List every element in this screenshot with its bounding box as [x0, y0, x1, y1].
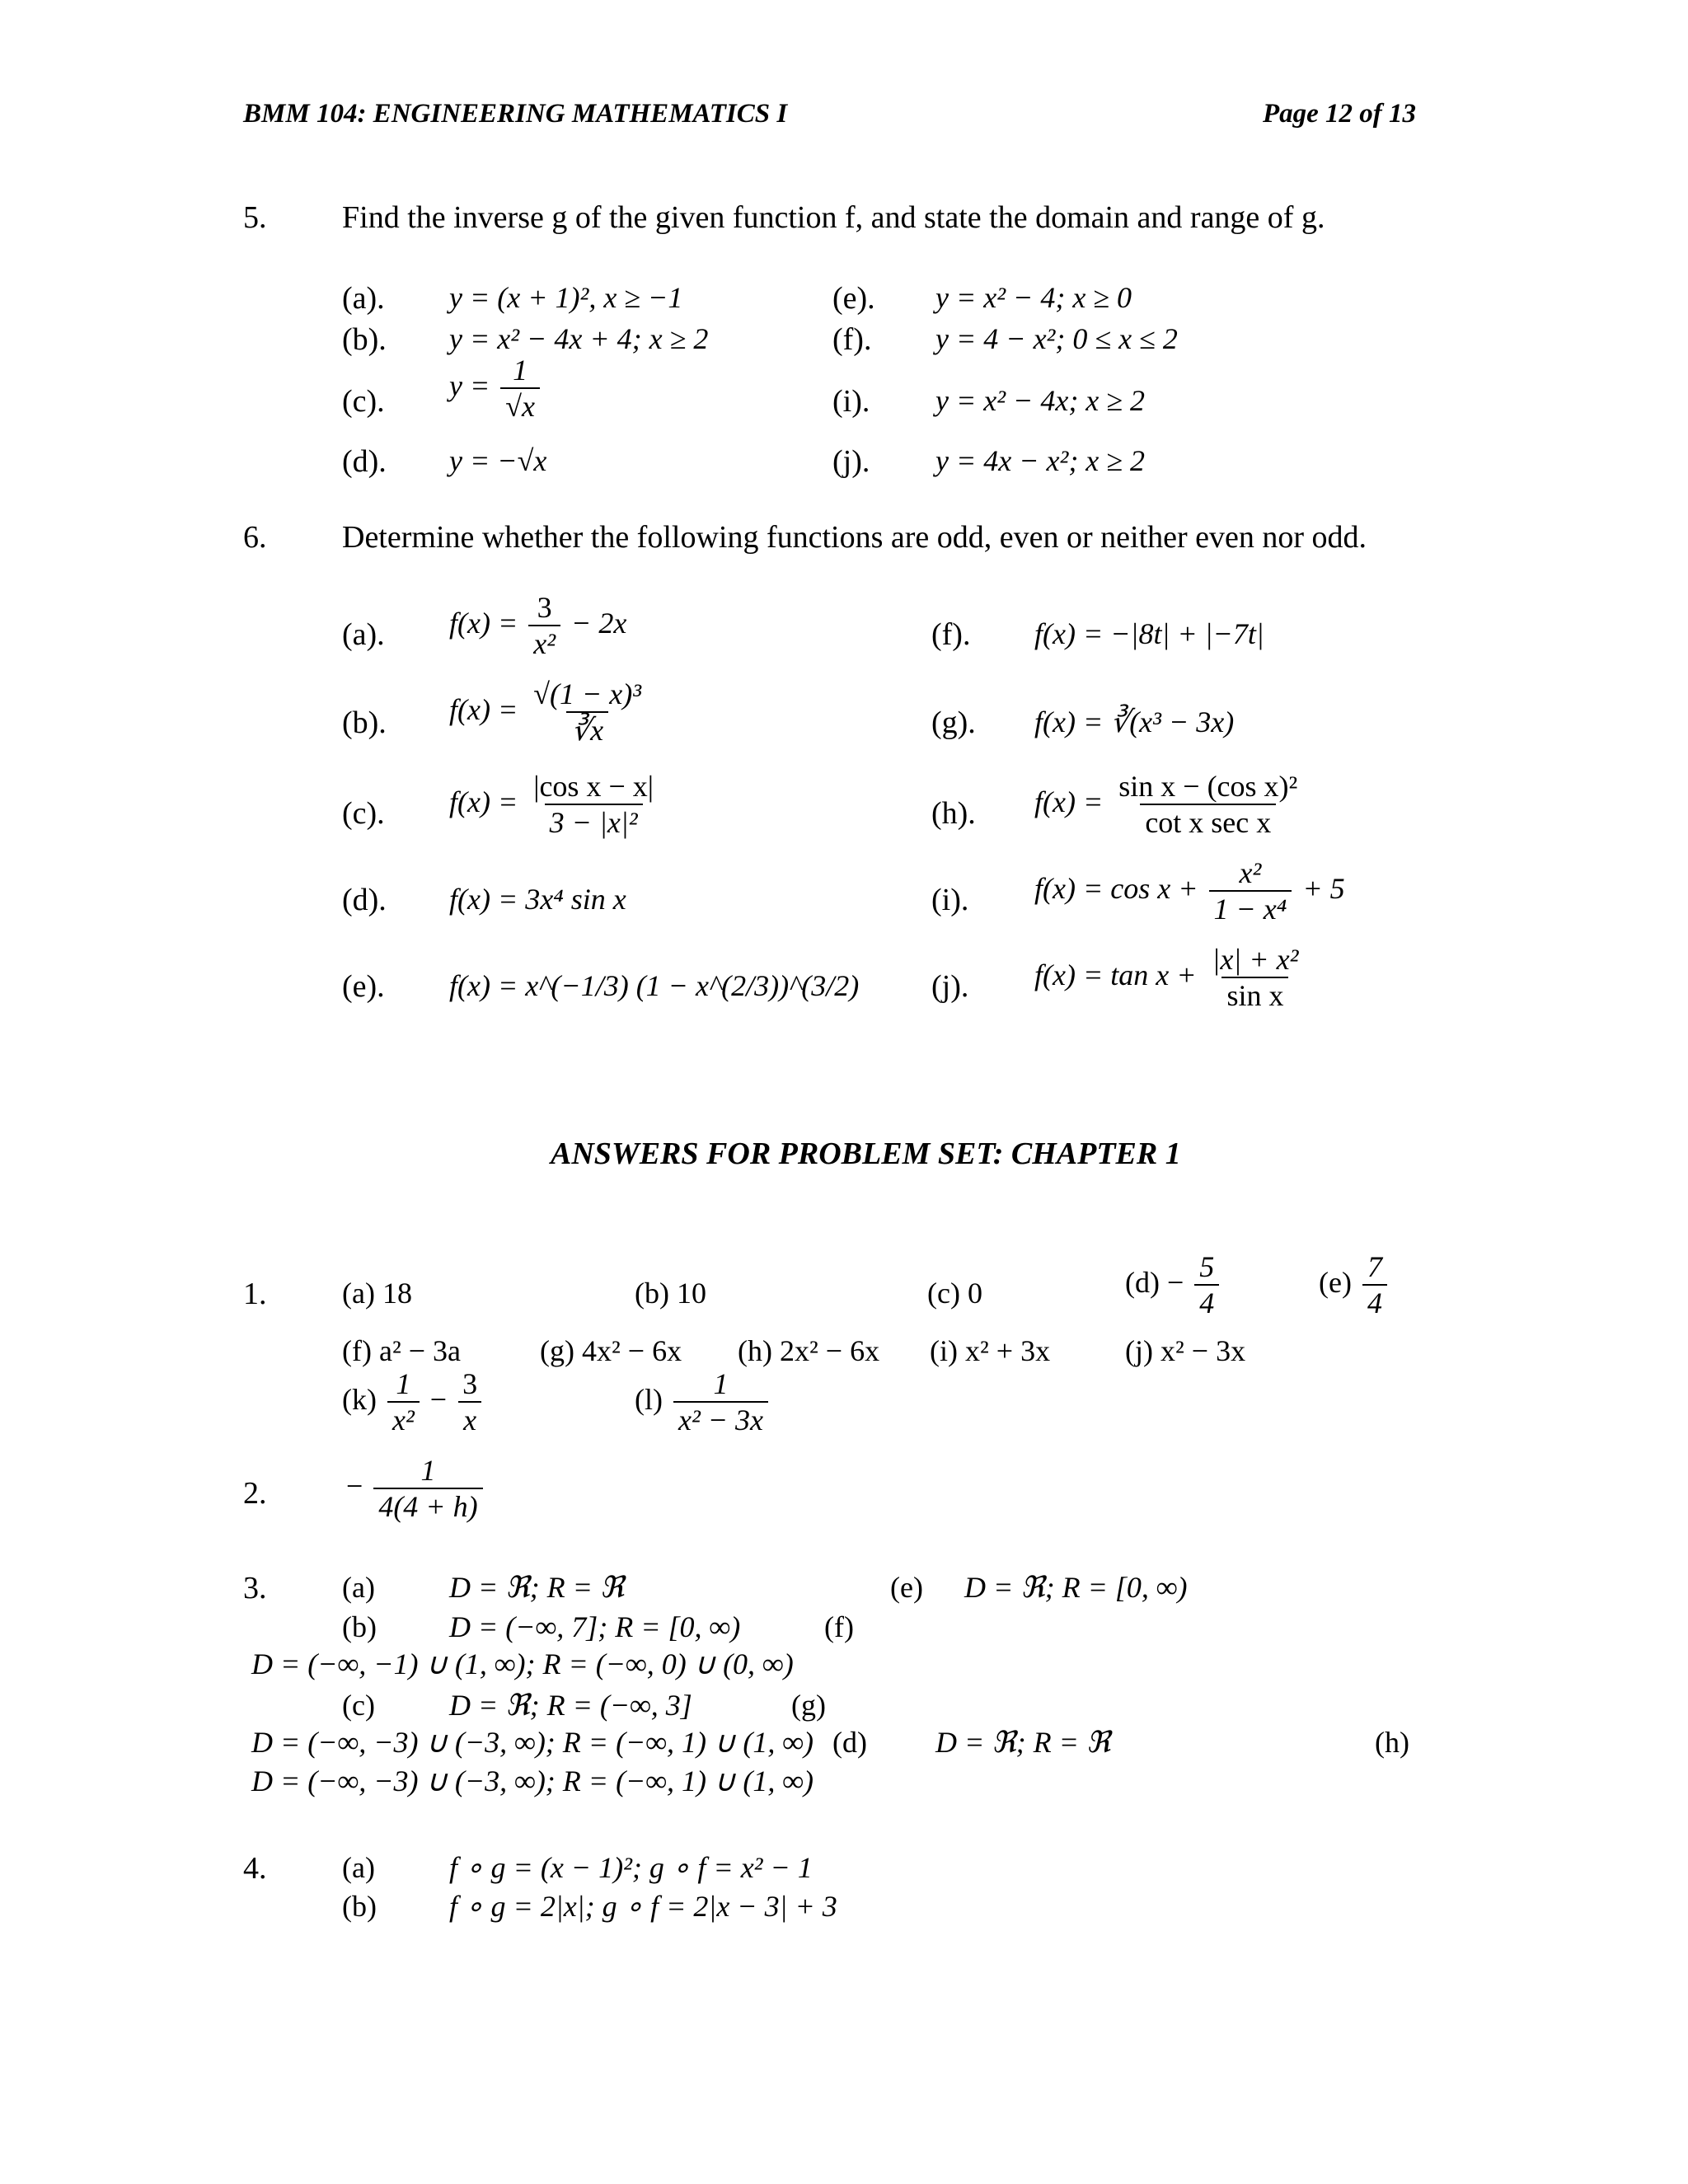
q6-label-h: (h). — [931, 796, 976, 831]
a3-expr-a: D = ℜ; R = ℜ — [449, 1571, 625, 1604]
answers-title: ANSWERS FOR PROBLEM SET: CHAPTER 1 — [551, 1137, 1181, 1171]
q6-expr-d: f(x) = 3x⁴ sin x — [449, 883, 626, 916]
q5-expr-e: y = x² − 4; x ≥ 0 — [935, 281, 1132, 314]
a1-k-fraction-2 — [457, 1368, 482, 1436]
q6-label-e: (e). — [342, 969, 385, 1004]
q5-label-b: (b). — [342, 322, 387, 357]
a2-sign: − — [346, 1469, 363, 1502]
a3-label-e: (e) — [890, 1571, 923, 1604]
a4-label-b: (b) — [342, 1890, 377, 1923]
a3-label-f: (f) — [824, 1610, 854, 1643]
q5-label-e: (e). — [832, 281, 875, 316]
a1-l-denominator: x² − 3x — [673, 1401, 768, 1437]
q6-i-numerator: x² — [1239, 856, 1262, 889]
a1-k-label: (k) — [342, 1382, 377, 1416]
q6-a-tail: − 2x — [571, 606, 627, 640]
q5-expr-a: y = (x + 1)², x ≥ −1 — [449, 281, 683, 314]
a2-numerator: 1 — [420, 1454, 436, 1487]
a1-k-numerator-1: 1 — [396, 1367, 411, 1400]
q6-expr-b — [449, 678, 649, 747]
q6-label-b: (b). — [342, 705, 387, 740]
a3-expr-d: D = ℜ; R = ℜ — [935, 1726, 1111, 1759]
q5-label-c: (c). — [342, 384, 385, 419]
q6-a-denominator: x² — [528, 625, 560, 661]
a1-d-fraction — [1194, 1251, 1219, 1319]
a1-part-c: (c) 0 — [927, 1277, 982, 1310]
page-number: Page 12 of 13 — [1262, 99, 1416, 129]
question-5-number: 5. — [243, 200, 267, 235]
a1-part-g: (g) 4x² − 6x — [540, 1334, 682, 1367]
q5-label-i: (i). — [832, 384, 870, 419]
a1-l-fraction — [673, 1368, 768, 1436]
q6-h-denominator: cot x sec x — [1140, 804, 1276, 840]
a3-expr-f: D = (−∞, −1) ∪ (1, ∞); R = (−∞, 0) ∪ (0, ∞) — [251, 1647, 794, 1680]
a3-label-b: (b) — [342, 1610, 377, 1643]
q6-a-lhs: f(x) = — [449, 606, 518, 640]
q5-expr-b: y = x² − 4x + 4; x ≥ 2 — [449, 322, 709, 355]
a1-d-numerator: 5 — [1199, 1250, 1215, 1283]
q6-label-a: (a). — [342, 617, 385, 652]
question-6-number: 6. — [243, 520, 267, 555]
q5-c-denominator: √x — [500, 387, 540, 424]
a1-part-d — [1125, 1251, 1222, 1319]
a1-e-denominator: 4 — [1362, 1284, 1387, 1320]
a1-l-label: (l) — [635, 1382, 663, 1416]
q6-label-c: (c). — [342, 796, 385, 831]
q6-i-lhs: f(x) = cos x + — [1034, 871, 1198, 905]
a3-expr-e: D = ℜ; R = [0, ∞) — [964, 1571, 1188, 1604]
a3-label-h: (h) — [1375, 1726, 1409, 1759]
q5-label-d: (d). — [342, 444, 387, 479]
q6-expr-g: f(x) = ∛(x³ − 3x) — [1034, 705, 1235, 738]
a1-d-sign: − — [1166, 1265, 1184, 1299]
q5-expr-d: y = −√x — [449, 444, 547, 477]
a3-expr-c: D = ℜ; R = (−∞, 3] — [449, 1689, 692, 1722]
q5-expr-c — [449, 354, 543, 423]
q6-expr-h — [1034, 771, 1306, 839]
a1-part-k — [342, 1368, 485, 1436]
a1-k-denominator-1: x² — [387, 1401, 420, 1437]
q6-label-f: (f). — [931, 617, 971, 652]
q5-expr-i: y = x² − 4x; x ≥ 2 — [935, 384, 1146, 417]
a1-k-denominator-2: x — [458, 1401, 481, 1437]
q6-i-fraction — [1209, 857, 1292, 926]
a2-fraction — [373, 1455, 482, 1523]
a3-label-g: (g) — [791, 1689, 826, 1722]
a1-part-b: (b) 10 — [635, 1277, 706, 1310]
q6-j-fraction — [1207, 944, 1304, 1012]
a1-d-denominator: 4 — [1194, 1284, 1219, 1320]
a1-k-fraction-1 — [387, 1368, 420, 1436]
question-6-prompt: Determine whether the following functions are odd, even or neither even nor odd. — [342, 520, 1367, 555]
q6-j-numerator: |x| + x² — [1212, 943, 1299, 976]
a2-denominator: 4(4 + h) — [373, 1488, 482, 1524]
a3-expr-g: D = (−∞, −3) ∪ (−3, ∞); R = (−∞, 1) ∪ (1, ∞) — [251, 1726, 814, 1759]
a1-part-e — [1319, 1251, 1390, 1319]
a3-expr-h: D = (−∞, −3) ∪ (−3, ∞); R = (−∞, 1) ∪ (1, ∞) — [251, 1765, 814, 1797]
answer-3-number: 3. — [243, 1571, 267, 1605]
q6-expr-a — [449, 592, 626, 660]
q6-b-lhs: f(x) = — [449, 692, 518, 726]
q5-label-j: (j). — [832, 444, 870, 479]
q6-label-i: (i). — [931, 883, 969, 917]
a1-k-numerator-2: 3 — [462, 1367, 478, 1400]
a1-e-fraction — [1362, 1251, 1387, 1319]
a1-d-label: (d) — [1125, 1265, 1160, 1299]
a1-l-numerator: 1 — [713, 1367, 729, 1400]
a1-part-l — [635, 1368, 771, 1436]
a2-expr — [346, 1455, 486, 1523]
q6-c-fraction — [528, 771, 659, 839]
a1-part-f: (f) a² − 3a — [342, 1334, 462, 1367]
q6-j-denominator: sin x — [1221, 977, 1288, 1013]
a3-label-a: (a) — [342, 1571, 375, 1604]
q6-c-lhs: f(x) = — [449, 785, 518, 818]
a1-e-numerator: 7 — [1367, 1250, 1382, 1283]
question-5-prompt: Find the inverse g of the given function f, and state the domain and range of g. — [342, 200, 1325, 235]
q5-expr-j: y = 4x − x²; x ≥ 2 — [935, 444, 1146, 477]
a1-k-operator: − — [429, 1382, 448, 1416]
q6-h-numerator: sin x − (cos x)² — [1118, 770, 1298, 803]
q5-c-fraction — [500, 354, 540, 423]
q6-expr-f: f(x) = −|8t| + |−7t| — [1034, 617, 1264, 650]
q5-c-lhs: y = — [449, 368, 490, 402]
q5-label-a: (a). — [342, 281, 385, 316]
a3-expr-b: D = (−∞, 7]; R = [0, ∞) — [449, 1610, 741, 1643]
q6-expr-i — [1034, 857, 1345, 926]
answer-2-number: 2. — [243, 1476, 267, 1511]
q6-i-denominator: 1 − x⁴ — [1209, 890, 1292, 926]
answer-1-number: 1. — [243, 1277, 267, 1311]
q5-c-numerator: 1 — [513, 354, 528, 387]
q6-h-fraction — [1114, 771, 1302, 839]
q6-expr-j — [1034, 944, 1306, 1012]
q6-a-fraction — [528, 592, 560, 660]
q6-label-g: (g). — [931, 705, 976, 740]
q6-b-numerator: √(1 − x)³ — [533, 677, 642, 710]
a1-part-i: (i) x² + 3x — [930, 1334, 1051, 1367]
a4-expr-a: f ∘ g = (x − 1)²; g ∘ f = x² − 1 — [449, 1851, 813, 1884]
q6-j-lhs: f(x) = tan x + — [1034, 958, 1197, 991]
q6-c-denominator: 3 − |x|² — [545, 804, 643, 840]
answer-4-number: 4. — [243, 1851, 267, 1886]
a3-label-d: (d) — [832, 1726, 867, 1759]
q6-label-j: (j). — [931, 969, 969, 1004]
q6-h-lhs: f(x) = — [1034, 785, 1104, 818]
a4-label-a: (a) — [342, 1851, 375, 1884]
q6-b-denominator: ∛x — [566, 711, 608, 748]
q6-expr-e: f(x) = x^(−1/3) (1 − x^(2/3))^(3/2) — [449, 969, 860, 1002]
course-title: BMM 104: ENGINEERING MATHEMATICS I — [243, 99, 788, 129]
a4-expr-b: f ∘ g = 2|x|; g ∘ f = 2|x − 3| + 3 — [449, 1890, 837, 1923]
a1-e-label: (e) — [1319, 1265, 1352, 1299]
q6-a-numerator: 3 — [537, 591, 552, 624]
q6-c-numerator: |cos x − x| — [533, 770, 654, 803]
q6-label-d: (d). — [342, 883, 387, 917]
a1-part-a: (a) 18 — [342, 1277, 412, 1310]
q6-expr-c — [449, 771, 662, 839]
a1-part-h: (h) 2x² − 6x — [738, 1334, 880, 1367]
a3-label-c: (c) — [342, 1689, 375, 1722]
a1-part-j: (j) x² − 3x — [1125, 1334, 1246, 1367]
q5-expr-f: y = 4 − x²; 0 ≤ x ≤ 2 — [935, 322, 1178, 355]
q6-b-fraction — [528, 678, 646, 747]
q5-label-f: (f). — [832, 322, 872, 357]
q6-i-tail: + 5 — [1302, 871, 1345, 905]
